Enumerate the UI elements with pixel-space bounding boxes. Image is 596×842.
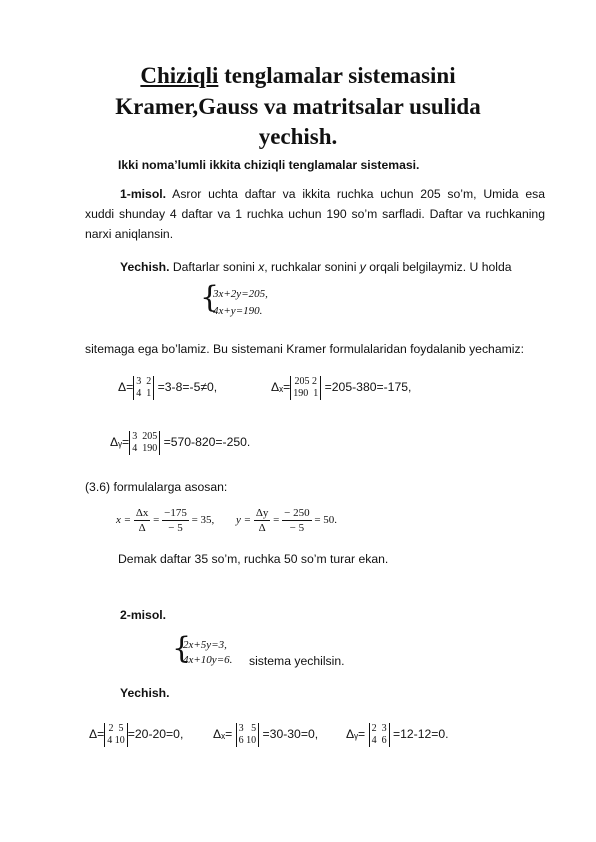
ex2-delta-x-label: Δₓ= <box>213 727 233 742</box>
example1-paragraph <box>85 184 545 244</box>
delta-matrix: 3 2 4 1 <box>133 376 154 400</box>
delta-y-label: Δᵧ= <box>110 435 130 450</box>
example1-line-1 <box>85 184 545 204</box>
ex2-delta-label: Δ= <box>89 727 105 742</box>
ex2-delta-row <box>89 723 183 747</box>
ex2-delta-y-matrix: 2 3 4 6 <box>369 723 390 747</box>
var-x: x <box>258 260 265 274</box>
title-line-1 <box>0 60 596 91</box>
example1-label: 1-misol. <box>120 187 167 201</box>
x-frac-2: $\frac{-175}{- 5}$ <box>164 507 187 534</box>
y-result: = 50. <box>314 514 338 527</box>
ex2-delta-y-row <box>346 723 449 747</box>
delta-y-matrix: 3 205 4 190 <box>129 431 160 455</box>
example2-solution-label: Yechish. <box>120 686 170 700</box>
example1-text-1: Asror uchta daftar va ikkita ruchka uchun 205 so’m, Umida esa <box>166 187 545 201</box>
title-line-2: Kramer,Gauss va matritsalar usulida <box>115 94 481 119</box>
ex2-delta-x-result: =30-30=0, <box>262 727 319 742</box>
system-brace: { <box>200 280 220 315</box>
delta-x-row <box>271 376 411 400</box>
delta-y-row <box>110 431 250 455</box>
ex2-delta-x-matrix: 3 5 6 10 <box>236 723 260 747</box>
x-formula: x = $\frac{\Delta x}{\Delta}$ = $\frac{-175}{- 5}$ = 35, <box>116 507 215 534</box>
delta-x-label: Δₓ= <box>271 380 291 395</box>
ex2-delta-y-label: Δᵧ= <box>346 727 366 742</box>
y-frac-2: $\frac{- 250}{- 5}$ <box>284 507 310 534</box>
formula-ref: (3.6) formulalarga asosan: <box>85 480 228 494</box>
y-formula-lhs: y = <box>236 514 252 527</box>
solution-label: Yechish. <box>120 260 170 274</box>
solution-text-b: , ruchkalar sonini <box>264 260 360 274</box>
y-frac-1: $\frac{\Delta y}{\Delta}$ <box>255 507 269 534</box>
delta-row <box>118 376 217 400</box>
system-eq2: 4x+y=190. <box>213 305 263 317</box>
ex2-delta-result: =20-20=0, <box>127 727 184 742</box>
title-underlined-word: Chiziqli <box>140 63 219 88</box>
section-subtitle: Ikki noma’lumli ikkita chiziqli tenglamalar sistemasi. <box>118 158 420 172</box>
x-formula-lhs: x = <box>116 514 132 527</box>
system2-text: sistema yechilsin. <box>249 654 345 668</box>
example1-solution-line <box>120 257 512 277</box>
delta-x-result: =205-380=-175, <box>324 380 412 395</box>
ex2-delta-x-row <box>213 723 318 747</box>
conclusion: Demak daftar 35 so’m, ruchka 50 so’m turar ekan. <box>118 552 389 566</box>
delta-label: Δ= <box>118 380 134 395</box>
ex2-delta-matrix: 2 5 4 10 <box>104 723 128 747</box>
after-system-text: sitemaga ega bo’lamiz. Bu sistemani Kramer formulalaridan foydalanib yechamiz: <box>85 342 524 356</box>
title-line-3: yechish. <box>258 124 338 149</box>
example2-label: 2-misol. <box>120 608 167 622</box>
example1-line-3: narxi aniqlansin. <box>85 227 174 241</box>
system2-brace: { <box>172 631 192 666</box>
delta-x-matrix: 205 2 190 1 <box>290 376 321 400</box>
delta-result: =3-8=-5≠0, <box>157 380 218 395</box>
system2-eq2: 4x+10y=6. <box>183 654 233 666</box>
title-line-1-rest: tenglamalar sistemasini <box>218 63 456 88</box>
x-result: = 35, <box>191 514 215 527</box>
delta-y-result: =570-820=-250. <box>163 435 251 450</box>
ex2-delta-y-result: =12-12=0. <box>392 727 449 742</box>
y-formula: y = $\frac{\Delta y}{\Delta}$ = $\frac{- 250}{- 5}$ = 50. <box>236 507 338 534</box>
example1-line-2: xuddi shunday 4 daftar va 1 ruchka uchun 190 so’m sarfladi. Daftar va ruchkaning <box>85 207 545 221</box>
var-y: y <box>359 260 366 274</box>
solution-text-c: orqali belgilaymiz. U holda <box>365 260 512 274</box>
system2-eq1: 2x+5y=3, <box>183 639 227 651</box>
x-frac-1: $\frac{\Delta x}{\Delta}$ <box>135 507 149 534</box>
system-eq1: 3x+2y=205, <box>213 288 268 300</box>
solution-text-a: Daftarlar sonini <box>169 260 259 274</box>
